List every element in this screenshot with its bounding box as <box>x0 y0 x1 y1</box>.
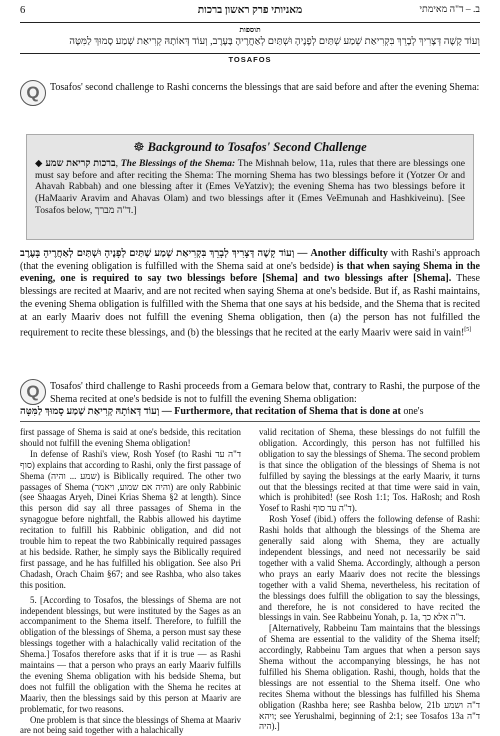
main-bold-1: — Another difficulty <box>294 248 388 259</box>
next-lemma-line <box>20 406 480 419</box>
main-text-2: These blessings are recited at Maariv, and are not recited when saying Shema at one's bedside. But if, as Rashi maintains, the evening Shema obligation is fulfilled with the Shema that one says at his bedside, and the Shema that is recited at an early Maariv does not fulfill the evening Shema obligation, then (a) the person has not fulfilled the requirement to recite these blessings, and (b) the blessings that he recited at the early Maariv were said in vain! <box>20 273 480 339</box>
tosafos-hebrew-text: וְעוֹד קָשֶׁה דְּצָרִיךְ לְבָרֵךְ בִּקְרִיאַת שְׁמַע שְׁתַּיִם לְפָנֶיהָ וּשְׁתַּיִם לְאַחֲרֶיהָ בָּעֶרֶב, וְעוֹד דְּאוֹתָהּ קְרִיאַת שְׁמַע סָמוּךְ לַמִּטָּה <box>69 36 480 47</box>
header-rule <box>20 22 480 23</box>
note-paragraph: In defense of Rashi's view, Rosh Yosef (to Rashi ד"ה עד סוף) explains that according to Rashi, only the first passage of Shema (שמע ... והיה) is Biblically required. The other two passages of Shema (והיה אם שמוע, ויאמר) are only Rabbinic (see Shaagas Aryeh, Dinei Krias Shema §2 at length). Since this person did say all three passages of Shema in the synagogue before nightfall, the Rabbis allowed his daytime recitation to fulfill his Rabbinic obligation, and did not trouble him to repeat the two Rabbinically required passages at his bedside. Rather, he simply says the Biblically required first passage, and he has fulfilled his obligation. See also Pri Chadash, Orach Chaim §67; and see Rashba, who also takes this position. <box>20 448 242 590</box>
note-paragraph: One problem is that since the blessings of Shema at Maariv are not being said together with a halachically <box>20 714 241 736</box>
next-bold: — Furthermore, that recitation of Shema that is done at <box>159 406 401 417</box>
background-hebrew-heading: ברכות קריאת שמע <box>45 158 116 169</box>
background-box <box>26 134 474 240</box>
question-icon: Q <box>20 80 46 106</box>
question-1-text: Tosafos' second challenge to Rashi concerns the blessings that are said before and after the evening Shema: <box>50 82 480 93</box>
note-paragraph: Rosh Yosef (ibid.) offers the following defense of Rashi: Rashi holds that although the blessings of the Shema are generally said along with Shema, they are actually independent blessings, and need not necessarily be said together with a valid Shema. Accordingly, although a person who prays an early Maariv does not recite the blessings together with a valid Shema, nevertheless, his recitation of the blessings does fulfill the obligation to say the blessings, and therefore, he is not considered to have recited the blessings in vain. See Rabbeinu Yonah, p. 1a, ד"ה אלא כך. <box>259 514 480 623</box>
main-commentary <box>20 248 480 340</box>
main-hebrew-lemma: וְעוֹד קָשֶׁה דְּצָרִיךְ לְבָרֵךְ בִּקְרִיאַת שְׁמַע שְׁתַּיִם לְפָנֶיהָ וּשְׁתַּיִם לְאַחֲרֶיהָ בָּעֶרֶב <box>20 248 295 259</box>
question-2-text: Tosafos' third challenge to Rashi proceeds from a Gemara below that, contrary to Rashi, the purpose of the Shema recited at one's bedside is not to fulfill the evening Shema obligation: <box>50 381 480 405</box>
notes-left-column <box>20 427 241 736</box>
book-icon: ☸ <box>133 140 145 154</box>
background-box-title <box>27 139 473 155</box>
note-paragraph: [Alternatively, Rabbeinu Tam maintains that the blessings of Shema are essential to the validity of the Shema itself; accordingly, Rabbeinu Tam argues that when a person says Shema without the accompanying blessings, he has not fulfilled his Shema obligation. Rashi, though, holds that the blessings are not essential to the Shema itself. One who recites Shema without the blessings has fulfilled his Shema obligation (Rashba here; see Rashba below, 21b ד"ה ושמע ויהא; see Yerushalmi, beginning of 2:1; see Tosafos 13a ד"ה היה).] <box>259 623 480 732</box>
footnote-ref: [5] <box>464 327 472 334</box>
daf-reference: ב. – ד"ה מאימתי <box>419 5 480 15</box>
note-paragraph: 5. [According to Tosafos, the blessings of Shema are not independent blessings, but were instituted by the Sages as an accompaniment to the Shema itself. Therefore, to fulfill the obligation of the blessings of Shema, a person must say these blessings together with a halachically valid recitation of the Shema.] Tosafos therefore asks that if it is true — as Rashi maintains — that a person who prays an early Maariv fulfills the evening Shema obligation with his bedside Shema, but does not fulfill the obligation with the Shema he recites at Maariv, then the blessings said by this person at Maariv are problematic, for two reasons. <box>20 594 241 714</box>
background-body-end: .] <box>130 204 137 216</box>
note-paragraph: valid recitation of Shema, these blessings do not fulfill the obligation. Accordingly, this person has not fulfilled his obligation to say the blessings of Shema. The second problem is that since the obligation of the blessings of Shema is not fulfilled by saying the blessings at the early Maariv, it turns out that the blessings recited at that time were said in vain, which is prohibited! (see Rosh 1:1; Tos. HaRosh; and Rosh Yosef to Rashi ד"ה עד סוף). <box>259 427 480 514</box>
page-number: 6 <box>20 5 26 16</box>
tosafos-english-label: TOSAFOS <box>228 55 272 64</box>
running-title: מאניותי פרק ראשון ברכות <box>197 5 303 16</box>
background-body-text: The Mishnah below, 11a, rules that there are blessings one must say before and after reciting the Shema: The morning Shema has two blessings before it (Yotzer Or and Ahavah Rabbah) and one blessing after it (Emes VeYatziv); the evening Shema has two blessings before it (HaMaariv Aravim and Ahavas Olam) and two blessings after it (Emes VeEmunah and Hashkiveinu). [See Tosafos below, <box>35 158 465 216</box>
notes-right-column <box>259 427 480 732</box>
background-title-text: Background to Tosafos' Second Challenge <box>147 140 367 154</box>
diamond-icon: ◆ <box>35 158 43 169</box>
next-hebrew-lemma: וְעוֹד דְּאוֹתָהּ קְרִיאַת שְׁמַע סָמוּךְ לַמִּטָּה <box>20 406 160 417</box>
notes-separator <box>20 421 480 422</box>
question-icon: Q <box>20 379 46 405</box>
main-bold-2: is that when saying Shema in the evening, one is required to say two blessings before [Shema] and two blessings after [Shema]. <box>20 260 480 285</box>
tosafos-rule <box>20 53 480 54</box>
page-header <box>20 5 480 21</box>
background-box-body: ◆ ברכות קריאת שמע, The Blessings of the Shema: The Mishnah below, 11a, rules that there are blessings one must say before and after reciting the Shema: The morning Shema has two blessings before it (Yotzer Or and Ahavah Rabbah) and one blessing after it (Emes VeYatziv); the evening Shema has two blessings before it (HaMaariv Aravim and Ahavas Olam) and two blessings after it (Emes VeEmunah and Hashkiveinu). [See Tosafos below, ד"ה מברך.] <box>35 158 465 216</box>
main-text-1: with Rashi's approach (that the evening obligation is fulfilled with the Shema said at one's bedside) <box>20 248 480 272</box>
background-english-heading: The Blessings of the Shema: <box>120 158 236 169</box>
note-paragraph: first passage of Shema is said at one's bedside, this recitation should not fulfill the evening Shema obligation! <box>20 427 241 448</box>
tosafos-hebrew-label: תוספות <box>239 25 261 34</box>
next-text: one's <box>400 406 424 417</box>
background-body-ref: ד"ה מברך <box>94 204 131 216</box>
